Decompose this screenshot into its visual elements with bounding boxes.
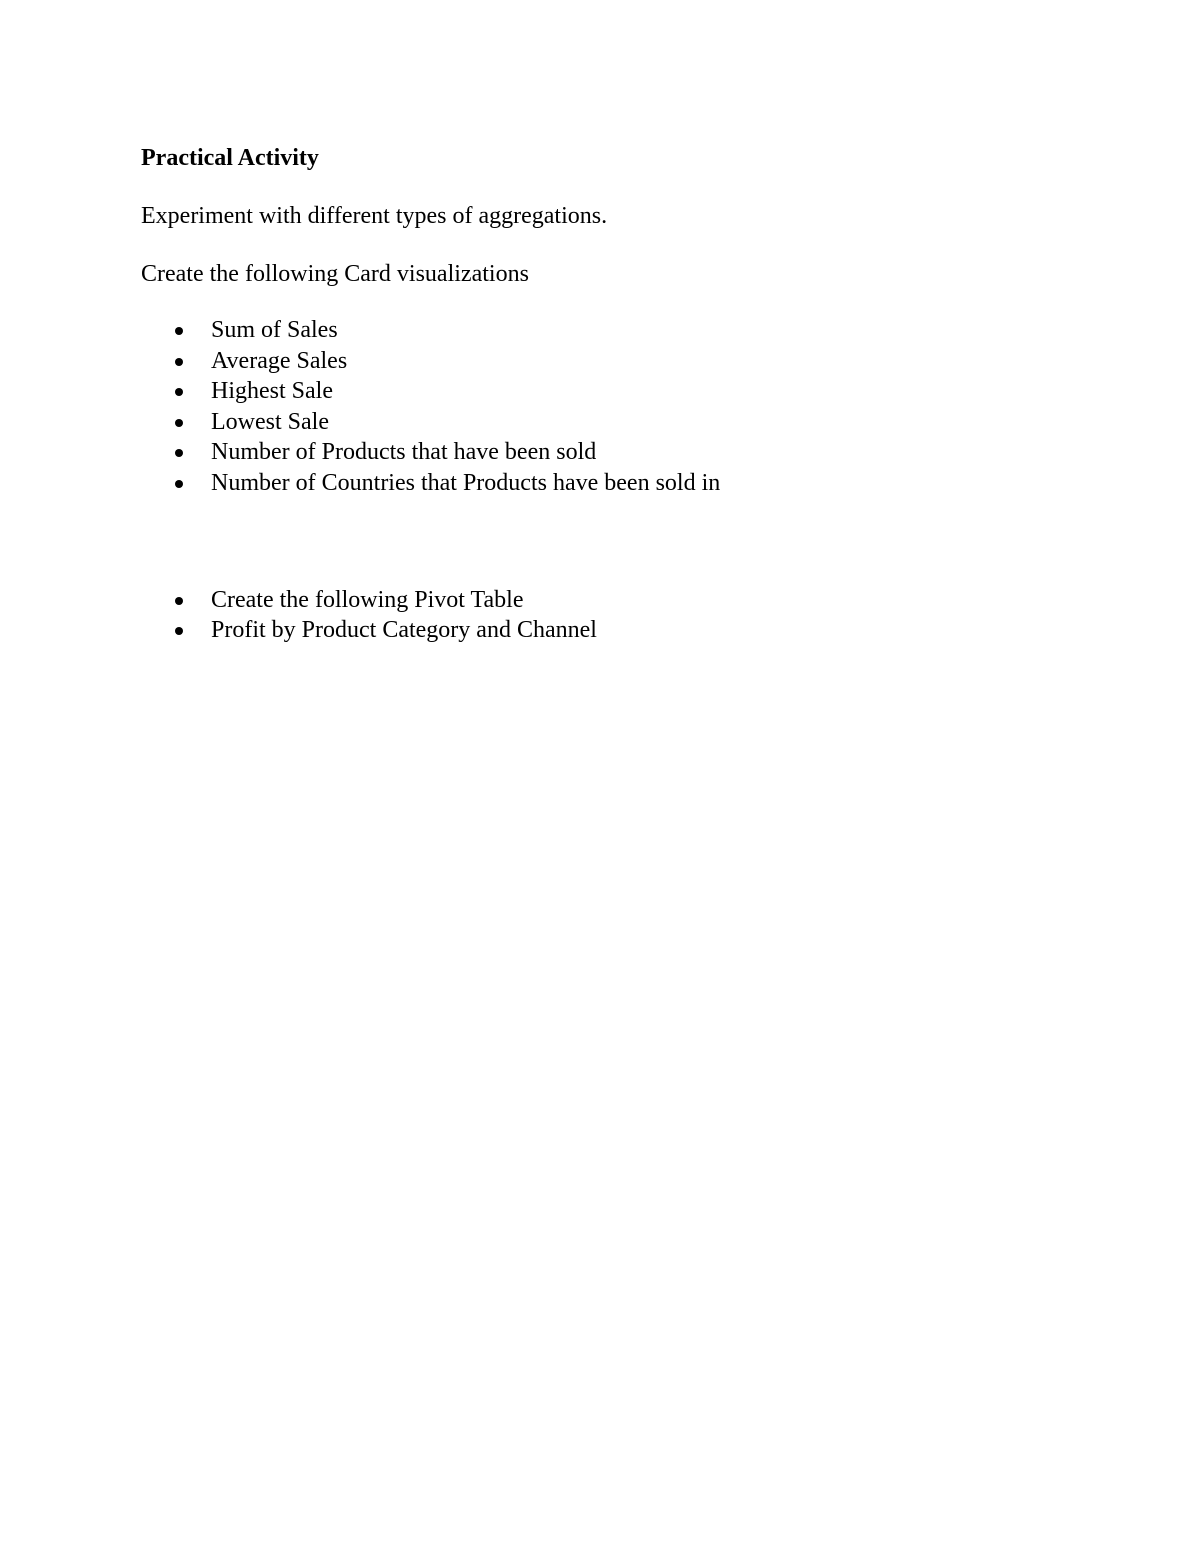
list-item-text: Sum of Sales (211, 317, 338, 343)
list-item (141, 437, 1061, 468)
list-item-text: Create the following Pivot Table (211, 586, 524, 613)
bullet-icon (175, 419, 183, 427)
list-item (141, 585, 1061, 616)
bullet-icon (175, 358, 183, 366)
list-item (141, 407, 1061, 438)
list-item (141, 346, 1061, 377)
list-item-text: Highest Sale (211, 378, 333, 405)
list-item (141, 615, 1061, 646)
list-item-text: Lowest Sale (211, 408, 329, 435)
list-item (141, 315, 1061, 346)
list-item-text: Number of Countries that Products have been sold in (211, 469, 721, 496)
card-visualization-list (141, 315, 1061, 499)
bullet-icon (175, 449, 183, 457)
bullet-icon (175, 480, 183, 488)
intro-paragraph: Experiment with different types of aggregations. (141, 203, 608, 229)
list-item-text: Profit by Product Category and Channel (211, 617, 597, 644)
bullet-icon (175, 597, 183, 605)
list-item (141, 376, 1061, 407)
bullet-icon (175, 327, 183, 335)
page-title: Practical Activity (141, 145, 319, 171)
document-body (141, 141, 1061, 646)
card-intro-paragraph: Create the following Card visualizations (141, 261, 529, 287)
pivot-table-list (141, 585, 1061, 646)
list-item (141, 468, 1061, 499)
list-item-text: Number of Products that have been sold (211, 439, 597, 466)
list-item-text: Average Sales (211, 347, 348, 374)
bullet-icon (175, 388, 183, 396)
bullet-icon (175, 627, 183, 635)
